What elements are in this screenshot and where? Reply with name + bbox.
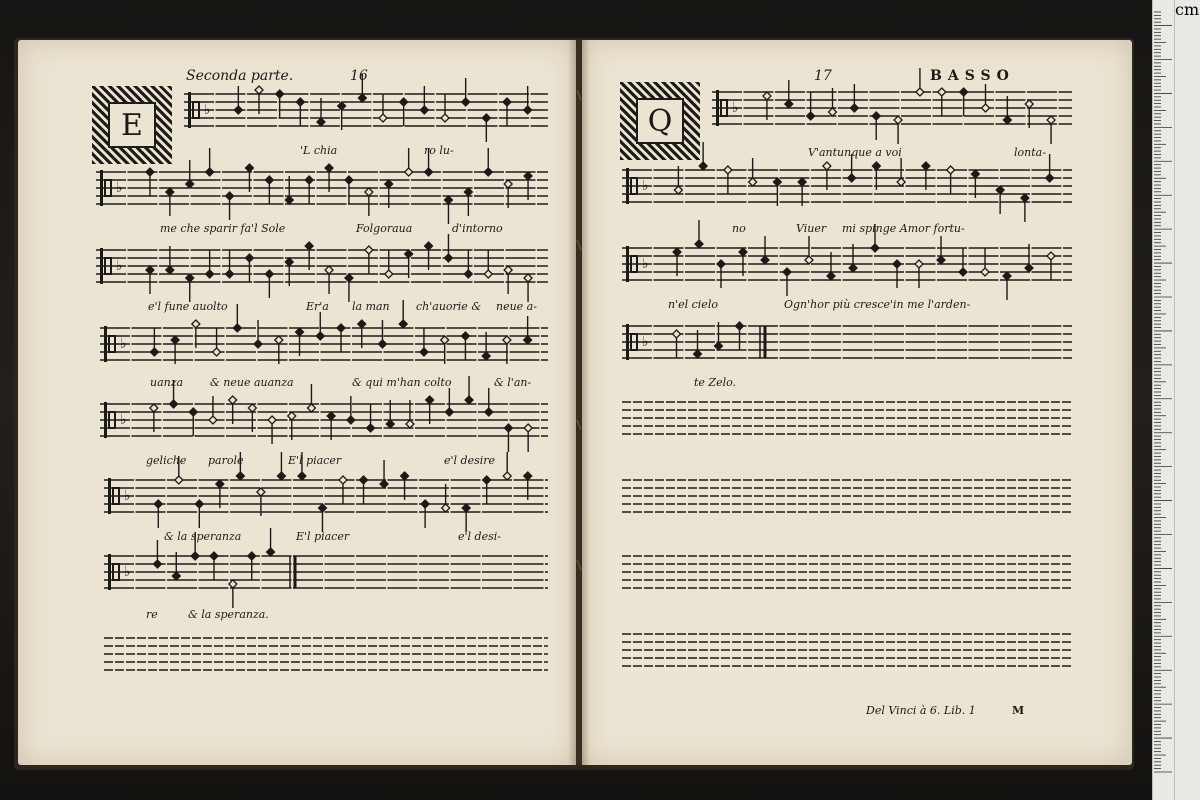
note-head xyxy=(226,270,234,278)
note-head xyxy=(248,552,256,560)
note-head xyxy=(773,178,781,186)
note-head xyxy=(305,176,313,184)
note-head xyxy=(420,106,428,114)
note-head xyxy=(166,188,174,196)
note-head xyxy=(461,332,469,340)
clef-bar xyxy=(100,248,103,284)
lyric: no xyxy=(732,222,746,235)
note-head xyxy=(191,552,199,560)
note-head xyxy=(345,274,353,282)
note-head xyxy=(367,424,375,432)
flat-sign: ♭ xyxy=(124,488,131,504)
note-head xyxy=(337,324,345,332)
note-head xyxy=(785,100,793,108)
note-head xyxy=(872,112,880,120)
lyric: & la speranza. xyxy=(188,608,269,621)
note-head xyxy=(724,166,732,174)
note-head xyxy=(360,476,368,484)
note-head xyxy=(358,94,366,102)
note-head xyxy=(483,476,491,484)
clef-bar xyxy=(108,554,111,590)
note-head xyxy=(1046,174,1054,182)
note-head xyxy=(441,336,449,344)
note-head xyxy=(327,412,335,420)
note-head xyxy=(229,580,237,588)
clef-bar xyxy=(716,90,719,126)
lyric: e'l desi- xyxy=(458,530,501,543)
note-head xyxy=(172,572,180,580)
note-head xyxy=(236,472,244,480)
note-head xyxy=(255,86,263,94)
note-head xyxy=(848,174,856,182)
note-head xyxy=(234,106,242,114)
note-head xyxy=(674,186,682,194)
note-head xyxy=(699,162,707,170)
flat-sign: ♭ xyxy=(116,258,123,274)
note-head xyxy=(213,348,221,356)
flat-sign: ♭ xyxy=(124,564,131,580)
clef-bar xyxy=(626,324,629,360)
note-head xyxy=(524,472,532,480)
note-head xyxy=(405,168,413,176)
note-head xyxy=(807,112,815,120)
lyric: neue a- xyxy=(496,300,537,313)
note-head xyxy=(462,98,470,106)
note-head xyxy=(1021,194,1029,202)
note-head xyxy=(405,250,413,258)
note-head xyxy=(823,162,831,170)
page-number-left: 16 xyxy=(350,68,368,84)
note-head xyxy=(305,242,313,250)
lyric: E'l piacer xyxy=(296,530,350,543)
note-head xyxy=(503,336,511,344)
note-head xyxy=(277,472,285,480)
note-head xyxy=(485,408,493,416)
note-head xyxy=(695,240,703,248)
note-head xyxy=(445,408,453,416)
note-head xyxy=(736,322,744,330)
note-head xyxy=(275,336,283,344)
signature-mark: M xyxy=(1012,704,1025,717)
lyric: n'el cielo xyxy=(668,298,718,311)
note-head xyxy=(378,340,386,348)
flat-sign: ♭ xyxy=(116,180,123,196)
lyric: & la speranza xyxy=(164,530,242,543)
note-head xyxy=(504,180,512,188)
note-head xyxy=(386,420,394,428)
note-head xyxy=(150,348,158,356)
flat-sign: ♭ xyxy=(642,256,649,272)
note-head xyxy=(150,404,158,412)
note-head xyxy=(285,258,293,266)
note-head xyxy=(739,248,747,256)
note-head xyxy=(316,332,324,340)
note-head xyxy=(195,500,203,508)
note-head xyxy=(996,186,1004,194)
lyric: mi spinge Amor fortu- xyxy=(842,222,965,235)
note-head xyxy=(175,476,183,484)
voice-label: BASSO xyxy=(930,68,1015,84)
note-head xyxy=(229,396,237,404)
note-head xyxy=(749,178,757,186)
note-head xyxy=(482,352,490,360)
note-head xyxy=(206,270,214,278)
note-head xyxy=(894,116,902,124)
clef-bar xyxy=(626,168,629,204)
note-head xyxy=(673,248,681,256)
note-head xyxy=(170,400,178,408)
note-head xyxy=(524,172,532,180)
note-head xyxy=(254,340,262,348)
lyric: Er'a xyxy=(306,300,329,313)
clef-bar xyxy=(108,478,111,514)
page-number-right: 17 xyxy=(814,68,832,84)
note-head xyxy=(146,266,154,274)
lyric: re xyxy=(146,608,158,621)
note-head xyxy=(325,266,333,274)
note-head xyxy=(248,404,256,412)
note-head xyxy=(442,504,450,512)
note-head xyxy=(484,270,492,278)
lyric: e'l desire xyxy=(444,454,496,467)
note-head xyxy=(893,260,901,268)
lyric: e'l fune auolto xyxy=(148,300,228,313)
note-head xyxy=(307,404,315,412)
note-head xyxy=(1003,272,1011,280)
note-head xyxy=(982,104,990,112)
note-head xyxy=(226,192,234,200)
note-head xyxy=(798,178,806,186)
note-head xyxy=(763,92,771,100)
lyric: ro lu- xyxy=(424,144,454,157)
note-head xyxy=(209,416,217,424)
note-head xyxy=(380,480,388,488)
lyric: & qui m'han colto xyxy=(352,376,452,389)
note-head xyxy=(265,270,273,278)
note-head xyxy=(318,504,326,512)
lyric: E'l piacer xyxy=(288,454,342,467)
flat-sign: ♭ xyxy=(732,100,739,116)
note-head xyxy=(345,176,353,184)
note-head xyxy=(296,98,304,106)
note-head xyxy=(897,178,905,186)
note-head xyxy=(154,500,162,508)
note-head xyxy=(717,260,725,268)
note-head xyxy=(1003,116,1011,124)
note-head xyxy=(426,396,434,404)
note-head xyxy=(358,320,366,328)
note-head xyxy=(210,552,218,560)
lyric: & neue auanza xyxy=(210,376,294,389)
note-head xyxy=(805,256,813,264)
note-head xyxy=(971,170,979,178)
note-head xyxy=(959,268,967,276)
lyric: ch'auorie & xyxy=(416,300,482,313)
note-head xyxy=(871,244,879,252)
note-head xyxy=(153,560,161,568)
note-head xyxy=(267,548,275,556)
note-head xyxy=(339,476,347,484)
note-head xyxy=(298,472,306,480)
note-head xyxy=(504,424,512,432)
note-head xyxy=(146,168,154,176)
note-head xyxy=(464,270,472,278)
stitch-mark xyxy=(577,560,581,570)
lyric: parole xyxy=(208,454,244,467)
note-head xyxy=(673,330,681,338)
note-head xyxy=(296,328,304,336)
note-head xyxy=(268,416,276,424)
clef-bar xyxy=(100,170,103,206)
note-head xyxy=(385,270,393,278)
note-head xyxy=(849,264,857,272)
note-head xyxy=(462,504,470,512)
note-head xyxy=(947,166,955,174)
note-head xyxy=(783,268,791,276)
note-head xyxy=(186,180,194,188)
note-head xyxy=(317,118,325,126)
lyric: lonta- xyxy=(1014,146,1046,159)
note-head xyxy=(503,472,511,480)
note-head xyxy=(464,188,472,196)
note-head xyxy=(186,274,194,282)
clef-bar xyxy=(104,326,107,362)
note-head xyxy=(915,260,923,268)
note-head xyxy=(1047,116,1055,124)
note-head xyxy=(524,336,532,344)
note-head xyxy=(399,320,407,328)
note-head xyxy=(285,196,293,204)
clef-bar xyxy=(626,246,629,282)
note-head xyxy=(245,164,253,172)
note-head xyxy=(257,488,265,496)
note-head xyxy=(233,324,241,332)
lyric: la man xyxy=(352,300,390,313)
note-head xyxy=(206,168,214,176)
note-head xyxy=(938,88,946,96)
note-head xyxy=(694,350,702,358)
note-head xyxy=(872,162,880,170)
flat-sign: ♭ xyxy=(204,102,211,118)
note-head xyxy=(245,254,253,262)
note-head xyxy=(524,274,532,282)
initial-letter: E xyxy=(108,102,156,148)
stitch-mark xyxy=(577,90,581,100)
note-head xyxy=(444,254,452,262)
note-head xyxy=(524,424,532,432)
lyric: Folgoraua xyxy=(356,222,413,235)
lyric: Ogn'hor più cresce'in me l'arden- xyxy=(784,298,971,311)
clef-bar xyxy=(188,92,191,128)
note-head xyxy=(482,114,490,122)
flat-sign: ♭ xyxy=(120,412,127,428)
lyric: Viuer xyxy=(796,222,827,235)
lyric: 'L chia xyxy=(300,144,338,157)
note-head xyxy=(715,342,723,350)
note-head xyxy=(503,98,511,106)
lyric: te Zelo. xyxy=(694,376,737,389)
note-head xyxy=(444,196,452,204)
flat-sign: ♭ xyxy=(120,336,127,352)
note-head xyxy=(171,336,179,344)
note-head xyxy=(420,348,428,356)
note-head xyxy=(829,108,837,116)
lyric: V'antunque a voi xyxy=(808,146,902,159)
note-head xyxy=(192,320,200,328)
note-head xyxy=(922,162,930,170)
lyric: & l'an- xyxy=(494,376,532,389)
note-head xyxy=(1025,264,1033,272)
note-head xyxy=(960,88,968,96)
lyric: uanza xyxy=(150,376,184,389)
flat-sign: ♭ xyxy=(642,178,649,194)
note-head xyxy=(325,164,333,172)
note-head xyxy=(265,176,273,184)
note-head xyxy=(981,268,989,276)
note-head xyxy=(484,168,492,176)
note-head xyxy=(425,168,433,176)
page-footer: Del Vinci à 6. Lib. 1 xyxy=(866,704,976,717)
note-head xyxy=(850,104,858,112)
note-head xyxy=(524,106,532,114)
note-head xyxy=(276,90,284,98)
note-head xyxy=(937,256,945,264)
clef-bar xyxy=(104,402,107,438)
flat-sign: ♭ xyxy=(642,334,649,350)
note-head xyxy=(347,416,355,424)
note-head xyxy=(504,266,512,274)
part-title: Seconda parte. xyxy=(186,68,294,84)
note-head xyxy=(338,102,346,110)
note-head xyxy=(288,412,296,420)
note-head xyxy=(189,408,197,416)
initial-letter: Q xyxy=(636,98,684,144)
note-head xyxy=(379,114,387,122)
note-head xyxy=(1025,100,1033,108)
ruler-unit: cm xyxy=(1174,0,1200,800)
lyric: me che sparir fa'l Sole xyxy=(160,222,286,235)
note-head xyxy=(400,98,408,106)
note-head xyxy=(916,88,924,96)
note-head xyxy=(425,242,433,250)
lyric: geliche xyxy=(146,454,187,467)
stitch-mark xyxy=(577,240,581,250)
note-head xyxy=(441,114,449,122)
note-head xyxy=(465,396,473,404)
note-head xyxy=(365,188,373,196)
lyric: d'intorno xyxy=(452,222,503,235)
note-head xyxy=(761,256,769,264)
note-head xyxy=(827,272,835,280)
note-head xyxy=(166,266,174,274)
note-head xyxy=(421,500,429,508)
note-head xyxy=(406,420,414,428)
note-head xyxy=(401,472,409,480)
note-head xyxy=(365,246,373,254)
note-head xyxy=(1047,252,1055,260)
note-head xyxy=(385,180,393,188)
stitch-mark xyxy=(577,420,581,430)
note-head xyxy=(216,480,224,488)
